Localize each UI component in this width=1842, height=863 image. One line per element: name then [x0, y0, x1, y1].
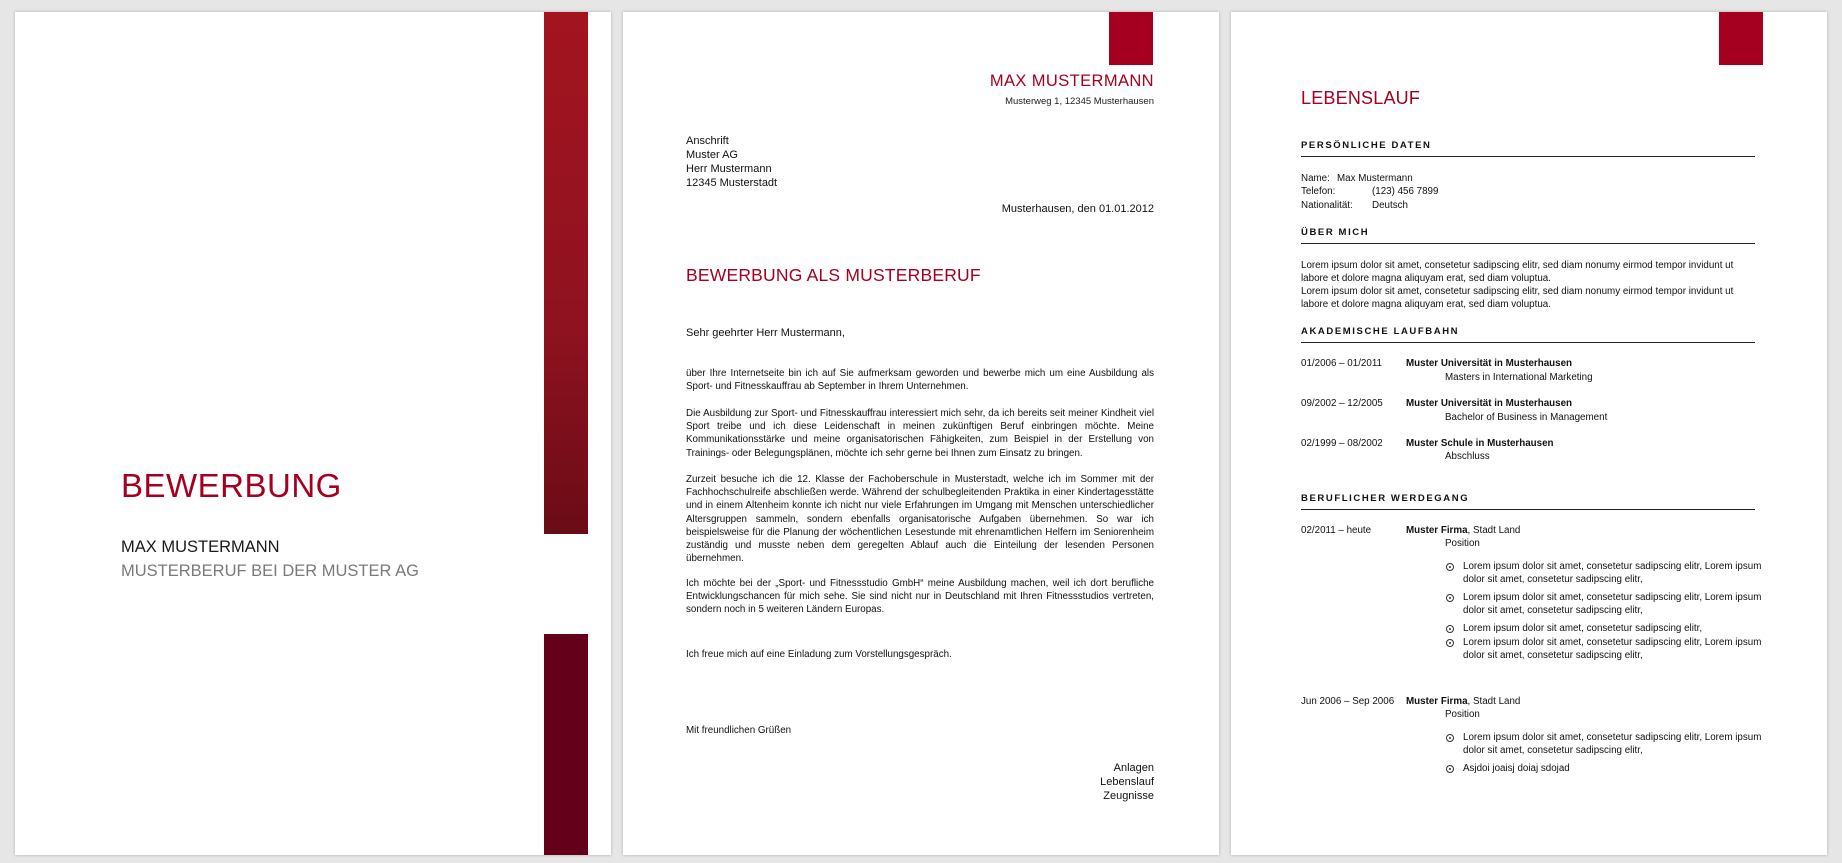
cover-letter-page — [623, 12, 1219, 855]
career-company-location: , Stadt Land — [1467, 525, 1521, 536]
personal-value: (123) 456 7899 — [1372, 186, 1439, 197]
cover-name: MAX MUSTERMANN — [121, 538, 280, 556]
letter-accent-square — [1109, 12, 1153, 65]
about-paragraph: Lorem ipsum dolor sit amet, consetetur sadipscing elitr, sed diam nonumy eirmod tempor invidunt ut labore et dolore magna aliquyam erat, sed diam voluptua. — [1301, 286, 1734, 311]
academic-date: 01/2006 – 01/2011 — [1301, 358, 1382, 369]
cv-page — [1231, 12, 1827, 855]
recipient-line: 12345 Musterstadt — [686, 177, 778, 189]
cover-accent-bar-top — [544, 12, 588, 534]
academic-degree: Bachelor of Business in Management — [1445, 412, 1608, 423]
sender-name: MAX MUSTERMANN — [989, 72, 1154, 90]
letter-paragraph: Zurzeit besuche ich die 12. Klasse der Fachoberschule in Musterstadt, welche ich im Sommer mit der Fachhochschulreife abschließen werde. Während der schulbegleitenden Praktika in einer Kindertagesstätte und in einem Altenheim konnte ich nicht nur viele Erfahrungen im Umgang mit Menschen unterschiedlicher Altersgruppen sammeln, sondern ebenfalls organisatorische Aufgaben übernehmen. So war ich beispielsweise für die Planung der wöchentlichen Lesestunde mit ehrenamtlichen Helfern im Seniorenheim zuständig und musste neben dem geregelten Ablauf auch die Einteilung der lesenden Personen übernehmen. — [686, 474, 1154, 565]
letter-closing-wish: Ich freue mich auf eine Einladung zum Vorstellungsgespräch. — [686, 649, 952, 660]
attachment-line: Lebenslauf — [1100, 776, 1154, 788]
career-bullet: Lorem ipsum dolor sit amet, consetetur sadipscing elitr, Lorem ipsum dolor sit amet, consetetur sadipscing elitr, — [1463, 637, 1762, 662]
about-paragraph: Lorem ipsum dolor sit amet, consetetur sadipscing elitr, sed diam nonumy eirmod tempor invidunt ut labore et dolore magna aliquyam erat, sed diam voluptua. — [1301, 260, 1734, 285]
cover-page — [15, 12, 611, 855]
bullet-icon — [1446, 765, 1454, 773]
personal-label: Name: — [1301, 173, 1330, 184]
career-company-location: , Stadt Land — [1467, 696, 1521, 707]
career-bullet: Lorem ipsum dolor sit amet, consetetur sadipscing elitr, Lorem ipsum dolor sit amet, consetetur sadipscing elitr, — [1463, 732, 1762, 757]
letter-closing: Mit freundlichen Grüßen — [686, 725, 792, 736]
cover-title: BEWERBUNG — [121, 467, 342, 504]
career-position: Position — [1445, 538, 1480, 549]
academic-degree: Masters in International Marketing — [1445, 372, 1593, 383]
cover-accent-bar-bottom — [544, 634, 588, 855]
career-company-name: Muster Firma — [1406, 525, 1468, 536]
cv-accent-square — [1719, 12, 1763, 65]
section-heading-personal: PERSÖNLICHE DATEN — [1301, 140, 1755, 157]
career-company — [1406, 525, 1520, 536]
academic-institution: Muster Universität in Musterhausen — [1406, 398, 1573, 409]
recipient-line: Anschrift — [686, 135, 729, 147]
letter-date: Musterhausen, den 01.01.2012 — [1001, 203, 1154, 215]
career-date: Jun 2006 – Sep 2006 — [1301, 696, 1395, 707]
attachment-line: Anlagen — [1113, 762, 1154, 774]
cv-title: LEBENSLAUF — [1301, 88, 1421, 108]
letter-salutation: Sehr geehrter Herr Mustermann, — [686, 327, 845, 339]
personal-label: Nationalität: — [1301, 200, 1353, 211]
recipient-line: Muster AG — [686, 149, 738, 161]
career-bullet: Lorem ipsum dolor sit amet, consetetur sadipscing elitr, — [1463, 623, 1703, 634]
sender-address: Musterweg 1, 12345 Musterhausen — [1005, 96, 1154, 107]
personal-value: Max Mustermann — [1337, 173, 1413, 184]
career-company — [1406, 696, 1520, 707]
section-heading-about: ÜBER MICH — [1301, 227, 1755, 244]
letter-subject: BEWERBUNG ALS MUSTERBERUF — [686, 265, 981, 285]
academic-institution: Muster Schule in Musterhausen — [1406, 438, 1554, 449]
bullet-icon — [1446, 563, 1454, 571]
career-bullet: Lorem ipsum dolor sit amet, consetetur sadipscing elitr, Lorem ipsum dolor sit amet, consetetur sadipscing elitr, — [1463, 592, 1762, 617]
bullet-icon — [1446, 734, 1454, 742]
personal-label: Telefon: — [1301, 186, 1336, 197]
cover-subtitle: MUSTERBERUF BEI DER MUSTER AG — [121, 562, 419, 580]
academic-date: 09/2002 – 12/2005 — [1301, 398, 1383, 409]
recipient-line: Herr Mustermann — [686, 163, 772, 175]
letter-paragraph: über Ihre Internetseite bin ich auf Sie aufmerksam geworden und bewerbe mich um eine Ausbildung als Sport- und Fitnesskauffrau ab September in Ihrem Unternehmen. — [686, 368, 1154, 393]
bullet-icon — [1446, 594, 1454, 602]
letter-paragraph: Die Ausbildung zur Sport- und Fitnesskauffrau interessiert mich sehr, da ich bereits seit meiner Kindheit viel Sport treibe und ich diese Leidenschaft in meinen zukünftigen Beruf einbringen möchte. Meine Kommunikationsstärke und meine organisatorischen Fähigkeiten, zum Beispiel in der Erstellung von Trainings- oder Belegungsplänen, möchte ich sehr gerne bei Ihnen zum Einsatz zu bringen. — [686, 408, 1154, 459]
career-bullet: Asjdoi joaisj doiaj sdojad — [1463, 763, 1570, 774]
academic-institution: Muster Universität in Musterhausen — [1406, 358, 1573, 369]
section-heading-academic: AKADEMISCHE LAUFBAHN — [1301, 326, 1755, 343]
section-heading-career: BERUFLICHER WERDEGANG — [1301, 493, 1755, 510]
academic-date: 02/1999 – 08/2002 — [1301, 438, 1383, 449]
academic-degree: Abschluss — [1445, 451, 1490, 462]
bullet-icon — [1446, 625, 1454, 633]
attachment-line: Zeugnisse — [1103, 790, 1154, 802]
career-company-name: Muster Firma — [1406, 696, 1468, 707]
bullet-icon — [1446, 639, 1454, 647]
career-date: 02/2011 – heute — [1301, 525, 1372, 536]
personal-value: Deutsch — [1372, 200, 1408, 211]
letter-paragraph: Ich möchte bei der „Sport- und Fitnessstudio GmbH“ meine Ausbildung machen, weil ich dort berufliche Entwicklungschancen für mich sehe. Sie sind nicht nur in Deutschland mit Ihren Fitnessstudios vertreten, sondern noch in 5 weiteren Ländern Europas. — [686, 578, 1154, 616]
career-bullet: Lorem ipsum dolor sit amet, consetetur sadipscing elitr, Lorem ipsum dolor sit amet, consetetur sadipscing elitr, — [1463, 561, 1762, 586]
career-position: Position — [1445, 709, 1480, 720]
